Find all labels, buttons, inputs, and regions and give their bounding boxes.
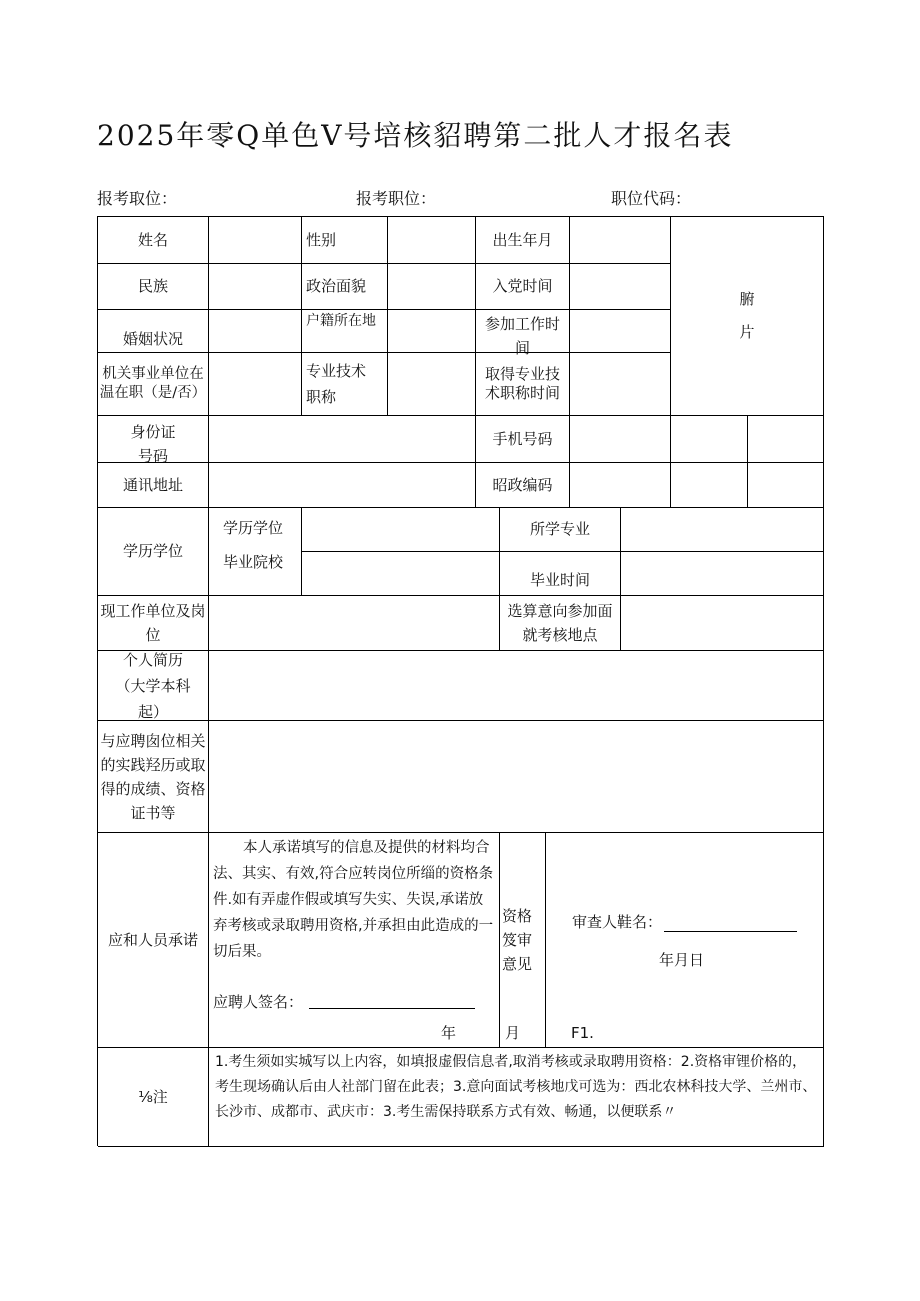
review-cell (546, 833, 824, 1048)
notes-label: ⅛注 (98, 1048, 209, 1147)
postcode-label: 昭政编码 (476, 463, 570, 508)
gender-label: 性别 (302, 217, 388, 264)
name-field[interactable] (209, 217, 302, 264)
ethnicity-label: 民族 (98, 264, 209, 310)
name-label: 姓名 (98, 217, 209, 264)
school-label: 毕业院校 (223, 553, 284, 571)
major-label: 所学专业 (500, 508, 621, 552)
school-field[interactable] (302, 552, 500, 596)
resume-label: 个人简历（大学本科起） (98, 651, 209, 721)
pro-title-time-field[interactable] (570, 353, 671, 416)
political-field[interactable] (388, 264, 476, 310)
pro-title-field[interactable] (388, 353, 476, 416)
review-label: 资格笈审意见 (500, 833, 546, 1048)
grad-time-field[interactable] (621, 552, 824, 596)
address-field[interactable] (209, 463, 476, 508)
photo-label-bottom: 片 (739, 323, 755, 341)
page-title: 2025年零Q单色V号培核貂聘第二批人才报名表 (97, 119, 734, 152)
degree-field[interactable] (302, 508, 500, 552)
political-label: 政治面貌 (302, 264, 388, 310)
marital-field[interactable] (209, 310, 302, 353)
pledge-day: F1. (571, 1024, 594, 1042)
position-code-label: 职位代码： (611, 189, 692, 208)
exam-position-label: 报考职位： (356, 189, 437, 208)
exam-unit-label: 报考取位： (97, 189, 178, 208)
education-sub-label-cell (209, 508, 302, 596)
reviewer-sign-label: 审查人鞋名： (572, 913, 663, 931)
interview-site-field[interactable] (621, 596, 824, 651)
practice-label: 与应聘囱位相关的实践羟历或取得的成绩、资格证书等 (98, 721, 209, 833)
pro-title-label: 专业技术职称 (302, 353, 388, 416)
applicant-sign-label: 应聘人签名： (213, 993, 304, 1011)
interview-site-label: 选算意向参加面就考核地点 (500, 596, 621, 651)
registration-table (97, 216, 824, 1146)
reviewer-sign-line[interactable] (664, 931, 797, 932)
marital-label: 婚姻状况 (98, 310, 209, 353)
work-start-label: 参加工作时间 (476, 310, 570, 353)
mobile-field-2[interactable] (671, 416, 748, 463)
id-card-label: 身份证号码 (98, 416, 209, 463)
party-join-label: 入党时间 (476, 264, 570, 310)
photo-box[interactable] (671, 217, 824, 416)
practice-field[interactable] (209, 721, 824, 833)
major-field[interactable] (621, 508, 824, 552)
pro-title-time-label: 取得专业技术职称时间 (476, 353, 570, 416)
pledge-text: 本人承诺填写的信息及提供的材料均合法、其实、有效,符合应转岗位所缁的资格条件.如有弄虚作假或填写失实、失误,承诺放弃考核或录取聘用资格,并承担由此造成的一切后果。 (213, 840, 494, 960)
party-join-field[interactable] (570, 264, 671, 310)
current-work-label: 现工作单位及岗位 (98, 596, 209, 651)
applicant-sign-line[interactable] (309, 1008, 475, 1009)
photo-label-top: 腑 (739, 290, 755, 308)
pledge-month: 月 (505, 1024, 521, 1042)
id-card-field[interactable] (209, 416, 476, 463)
pledge-label: 应和人员承诺 (98, 833, 209, 1048)
birth-label: 出生年月 (476, 217, 570, 264)
hukou-label: 户籍所在地 (302, 310, 388, 353)
mobile-label: 手机号码 (476, 416, 570, 463)
grad-time-label: 毕业时间 (500, 552, 621, 596)
hukou-field[interactable] (388, 310, 476, 353)
pledge-year: 年 (441, 1024, 457, 1042)
work-start-field[interactable] (570, 310, 671, 353)
current-work-field[interactable] (209, 596, 500, 651)
gender-field[interactable] (388, 217, 476, 264)
postcode-field-1[interactable] (570, 463, 671, 508)
ethnicity-field[interactable] (209, 264, 302, 310)
mobile-field-1[interactable] (570, 416, 671, 463)
resume-field[interactable] (209, 651, 824, 721)
review-date: 年月日 (659, 951, 705, 969)
in-service-label: 机关事业单位在温在职（是/否） (98, 353, 209, 416)
birth-field[interactable] (570, 217, 671, 264)
notes-text: 1.考生须如实城写以上内容，如填报虚假信息者,取消考核或录取聘用资格：2.资格审锂价格的，考生现场确认后由人社部门留在此表；3.意向面试考核地戊可选为：西北农林科技大学、兰州市、长沙市、成都市、武庆市：3.考生需保持联系方式有效、畅通，以便联系〃 (209, 1048, 824, 1147)
postcode-field-2[interactable] (671, 463, 748, 508)
postcode-field-3[interactable] (748, 463, 824, 508)
in-service-field[interactable] (209, 353, 302, 416)
education-label: 学历学位 (98, 508, 209, 596)
degree-label: 学历学位 (223, 519, 284, 537)
address-label: 通讯地址 (98, 463, 209, 508)
mobile-field-3[interactable] (748, 416, 824, 463)
